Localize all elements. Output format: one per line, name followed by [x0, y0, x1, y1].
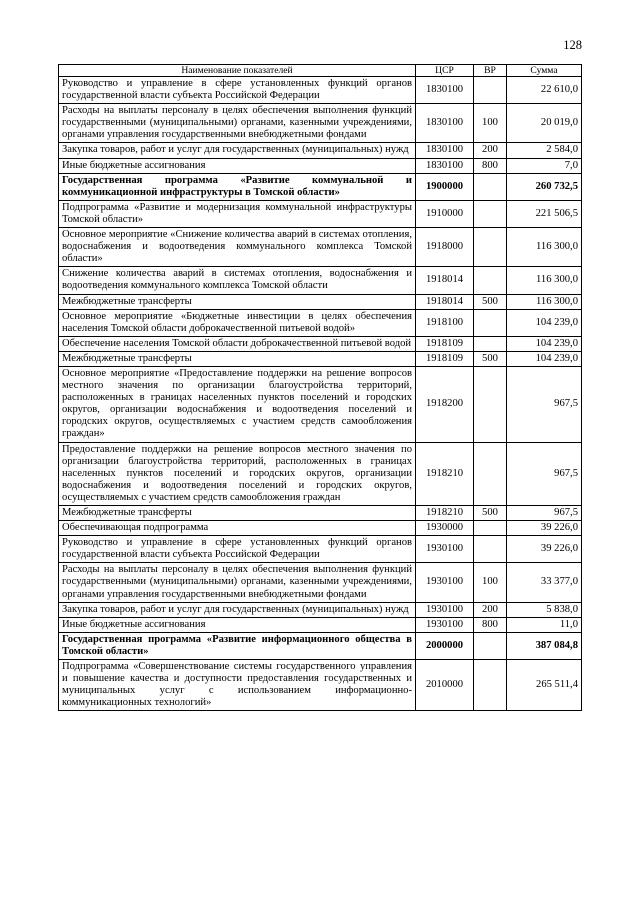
sum-cell: 20 019,0: [507, 104, 582, 143]
vr-cell: [474, 200, 507, 227]
table-row: [59, 294, 582, 309]
csr-cell: 1830100: [416, 143, 474, 158]
table-row: [59, 267, 582, 294]
name-cell: Снижение количества аварий в системах отопления, водоснабжения и водоотведения коммунального комплекса Томской области: [59, 267, 416, 294]
name-cell: Иные бюджетные ассигнования: [59, 617, 416, 632]
vr-cell: [474, 521, 507, 536]
sum-cell: 39 226,0: [507, 521, 582, 536]
vr-cell: 100: [474, 104, 507, 143]
csr-cell: 1930100: [416, 536, 474, 563]
name-cell: Закупка товаров, работ и услуг для государственных (муниципальных) нужд: [59, 143, 416, 158]
name-cell: Иные бюджетные ассигнования: [59, 158, 416, 173]
name-cell: Подпрограмма «Развитие и модернизация коммунальной инфраструктуры Томской области»: [59, 200, 416, 227]
sum-cell: 2 584,0: [507, 143, 582, 158]
header-csr: ЦСР: [416, 65, 474, 77]
name-cell: Подпрограмма «Совершенствование системы государственного управления и повышение качества и доступности предоставления государственных и муниципальных услуг с использованием информационно-коммуникационных технологий»: [59, 660, 416, 711]
budget-table: [58, 64, 582, 711]
page-number: 128: [563, 38, 582, 52]
sum-cell: 5 838,0: [507, 602, 582, 617]
csr-cell: 1918109: [416, 351, 474, 366]
vr-cell: [474, 536, 507, 563]
name-cell: Обеспечивающая подпрограмма: [59, 521, 416, 536]
vr-cell: [474, 632, 507, 659]
csr-cell: 1930000: [416, 521, 474, 536]
csr-cell: 1918100: [416, 309, 474, 336]
header-name: Наименование показателей: [59, 65, 416, 77]
table-row: [59, 521, 582, 536]
sum-cell: 221 506,5: [507, 200, 582, 227]
vr-cell: 500: [474, 506, 507, 521]
csr-cell: 1918014: [416, 294, 474, 309]
vr-cell: 500: [474, 351, 507, 366]
name-cell: Расходы на выплаты персоналу в целях обеспечения выполнения функций государственными (муниципальными) органами, казенными учреждениями, органами управления государственными внебюджетными фондами: [59, 563, 416, 602]
table-row: [59, 536, 582, 563]
csr-cell: 1918014: [416, 267, 474, 294]
name-cell: Межбюджетные трансферты: [59, 351, 416, 366]
table-row: [59, 173, 582, 200]
sum-cell: 116 300,0: [507, 267, 582, 294]
csr-cell: 1918000: [416, 228, 474, 267]
csr-cell: 1830100: [416, 158, 474, 173]
table-row: [59, 200, 582, 227]
name-cell: Государственная программа «Развитие информационного общества в Томской области»: [59, 632, 416, 659]
vr-cell: [474, 309, 507, 336]
header-sum: Сумма: [507, 65, 582, 77]
name-cell: Руководство и управление в сфере установленных функций органов государственной власти субъекта Российской Федерации: [59, 77, 416, 104]
name-cell: Основное мероприятие «Бюджетные инвестиции в целях обеспечения населения Томской области доброкачественной питьевой водой»: [59, 309, 416, 336]
vr-cell: 800: [474, 158, 507, 173]
csr-cell: 1830100: [416, 104, 474, 143]
name-cell: Государственная программа «Развитие коммунальной и коммуникационной инфраструктуры в Томской области»: [59, 173, 416, 200]
sum-cell: 260 732,5: [507, 173, 582, 200]
sum-cell: 11,0: [507, 617, 582, 632]
name-cell: Основное мероприятие «Снижение количества аварий в системах отопления, водоснабжения и водоотведения коммунального комплекса Томской области»: [59, 228, 416, 267]
sum-cell: 104 239,0: [507, 336, 582, 351]
csr-cell: 1918210: [416, 442, 474, 505]
sum-cell: 116 300,0: [507, 294, 582, 309]
sum-cell: 967,5: [507, 506, 582, 521]
table-body: [59, 77, 582, 711]
vr-cell: [474, 77, 507, 104]
table-header-row: [59, 65, 582, 77]
sum-cell: 39 226,0: [507, 536, 582, 563]
sum-cell: 104 239,0: [507, 309, 582, 336]
csr-cell: 1830100: [416, 77, 474, 104]
vr-cell: [474, 228, 507, 267]
table-row: [59, 563, 582, 602]
table-row: [59, 506, 582, 521]
table-row: [59, 158, 582, 173]
sum-cell: 387 084,8: [507, 632, 582, 659]
name-cell: Расходы на выплаты персоналу в целях обеспечения выполнения функций государственными (муниципальными) органами, казенными учреждениями, органами управления государственными внебюджетными фондами: [59, 104, 416, 143]
sum-cell: 7,0: [507, 158, 582, 173]
vr-cell: [474, 267, 507, 294]
sum-cell: 116 300,0: [507, 228, 582, 267]
vr-cell: [474, 366, 507, 442]
table-row: [59, 228, 582, 267]
vr-cell: [474, 442, 507, 505]
vr-cell: 200: [474, 143, 507, 158]
table-row: [59, 617, 582, 632]
sum-cell: 104 239,0: [507, 351, 582, 366]
name-cell: Обеспечение населения Томской области доброкачественной питьевой водой: [59, 336, 416, 351]
csr-cell: 1910000: [416, 200, 474, 227]
name-cell: Предоставление поддержки на решение вопросов местного значения по организации благоустройства территорий, расположенных в границах населенных пунктов поселений и городских округов, организации водоснабжения и водоотведения поселений и городских округов, осуществляемых с участием средств самообложения граждан: [59, 442, 416, 505]
table-row: [59, 366, 582, 442]
table-row: [59, 309, 582, 336]
csr-cell: 1900000: [416, 173, 474, 200]
vr-cell: 100: [474, 563, 507, 602]
vr-cell: [474, 336, 507, 351]
table-row: [59, 442, 582, 505]
csr-cell: 2010000: [416, 660, 474, 711]
csr-cell: 1918210: [416, 506, 474, 521]
sum-cell: 967,5: [507, 442, 582, 505]
sum-cell: 265 511,4: [507, 660, 582, 711]
vr-cell: 500: [474, 294, 507, 309]
sum-cell: 33 377,0: [507, 563, 582, 602]
header-vr: ВР: [474, 65, 507, 77]
table-row: [59, 77, 582, 104]
table-row: [59, 143, 582, 158]
vr-cell: [474, 660, 507, 711]
csr-cell: 2000000: [416, 632, 474, 659]
csr-cell: 1930100: [416, 563, 474, 602]
vr-cell: [474, 173, 507, 200]
name-cell: Руководство и управление в сфере установленных функций органов государственной власти субъекта Российской Федерации: [59, 536, 416, 563]
csr-cell: 1918109: [416, 336, 474, 351]
table-row: [59, 602, 582, 617]
name-cell: Межбюджетные трансферты: [59, 506, 416, 521]
sum-cell: 967,5: [507, 366, 582, 442]
name-cell: Основное мероприятие «Предоставление поддержки на решение вопросов местного значения по организации благоустройства территорий, расположенных в границах населенных пунктов поселений и городских округов, организации водоснабжения и водоотведения поселений и городских округов, осуществляемых с участием средств самообложения граждан»: [59, 366, 416, 442]
table-row: [59, 351, 582, 366]
csr-cell: 1930100: [416, 602, 474, 617]
csr-cell: 1930100: [416, 617, 474, 632]
table-row: [59, 336, 582, 351]
table-row: [59, 632, 582, 659]
sum-cell: 22 610,0: [507, 77, 582, 104]
csr-cell: 1918200: [416, 366, 474, 442]
table-row: [59, 104, 582, 143]
name-cell: Закупка товаров, работ и услуг для государственных (муниципальных) нужд: [59, 602, 416, 617]
name-cell: Межбюджетные трансферты: [59, 294, 416, 309]
vr-cell: 800: [474, 617, 507, 632]
vr-cell: 200: [474, 602, 507, 617]
table-row: [59, 660, 582, 711]
